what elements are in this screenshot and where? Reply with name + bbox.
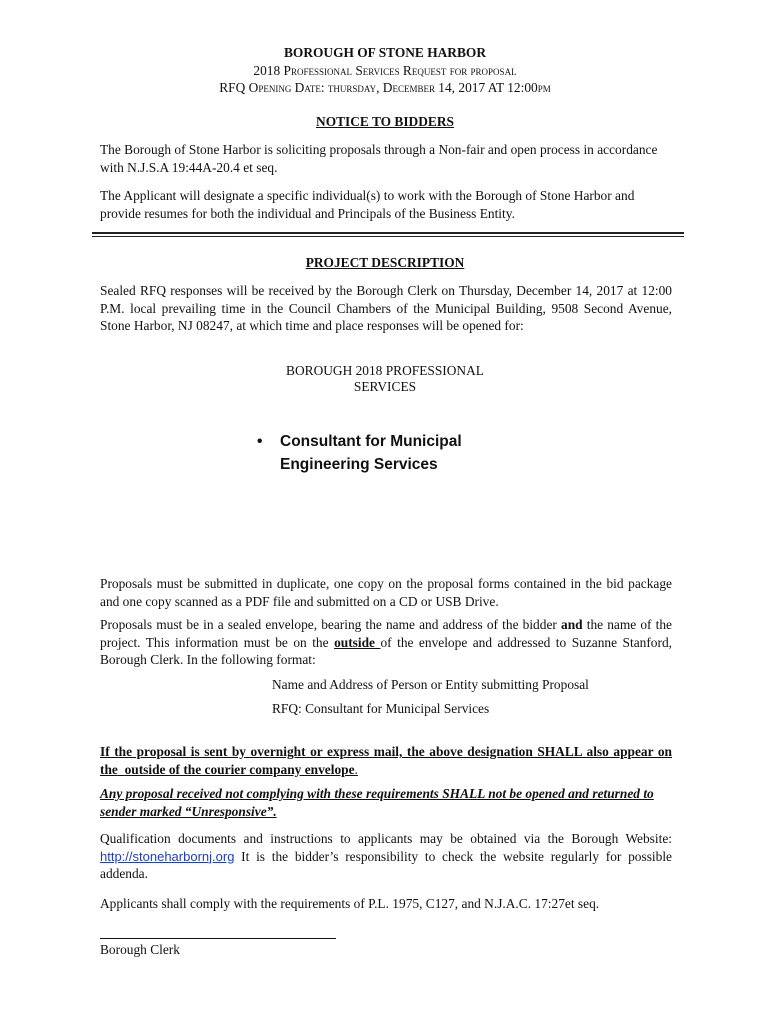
signature-line	[100, 938, 336, 939]
project-paragraph: Sealed RFQ responses will be received by the Borough Clerk on Thursday, December 14, 2017 at 12:00 P.M. local prevailing time in the Council Chambers of the Municipal Building, 9508 Second Avenue, Stone Harbor, NJ 08247, at which time and place responses will be opened for:	[100, 283, 672, 333]
section-divider	[92, 232, 684, 237]
qualification-part-a: Qualification documents and instructions to applicants may be obtained via the Borough Website:	[100, 831, 672, 846]
format-line-1: Name and Address of Person or Entity submitting Proposal	[272, 677, 589, 692]
notice-title: NOTICE TO BIDDERS	[316, 114, 454, 129]
submission-paragraph-2	[100, 616, 672, 669]
submission-p2-part-b: the name of the project. This information must be on the	[100, 617, 672, 650]
submission-p2-and: and	[561, 617, 583, 632]
opening-date: RFQ Opening Date: thursday, December 14, 2017 AT 12:00pm	[219, 80, 551, 95]
document-org-title: BOROUGH OF STONE HARBOR	[283, 45, 486, 60]
submission-paragraph-1: Proposals must be submitted in duplicate, one copy on the proposal forms contained in the bid package and one copy scanned as a PDF file and submitted on a CD or USB Drive.	[100, 576, 672, 609]
submission-p2-outside: outside	[334, 634, 381, 650]
signature-label: Borough Clerk	[100, 942, 180, 957]
overnight-period: .	[354, 761, 358, 777]
qualification-paragraph	[100, 830, 672, 883]
compliance-paragraph: Applicants shall comply with the requirements of P.L. 1975, C127, and N.J.A.C. 17:27et seq.	[100, 896, 600, 911]
services-line-1: BOROUGH 2018 PROFESSIONAL	[286, 363, 484, 378]
notice-paragraph-2: The Applicant will designate a specific individual(s) to work with the Borough of Stone Harbor and provide resumes for both the individual and Principals of the Business Entity.	[100, 188, 635, 221]
submission-p2-part-c: of the envelope and addressed to Suzanne Stanford, Borough Clerk. In the following format:	[100, 634, 672, 667]
overnight-part-b: outside of the courier company envelope	[124, 761, 355, 777]
overnight-part-a: If the proposal is sent by overnight or express mail, the above designation SHALL also appear on the	[100, 744, 672, 777]
bullet-icon: •	[257, 433, 263, 450]
consultant-line-2: Engineering Services	[280, 456, 438, 473]
project-title: PROJECT DESCRIPTION	[305, 255, 465, 270]
overnight-notice	[100, 743, 672, 778]
notice-paragraph-1: The Borough of Stone Harbor is soliciting proposals through a Non-fair and open process in accordance with N.J.S.A 19:44A-20.4 et seq.	[100, 142, 658, 175]
document-subtitle: 2018 Professional Services Request for proposal	[253, 63, 517, 78]
consultant-line-1: Consultant for Municipal	[280, 433, 462, 450]
format-line-2: RFQ: Consultant for Municipal Services	[272, 701, 490, 716]
services-line-2: SERVICES	[353, 379, 417, 394]
submission-p2-part-a: Proposals must be in a sealed envelope, bearing the name and address of the bidder	[100, 617, 561, 632]
borough-website-link[interactable]: http://stoneharbornj.org	[100, 848, 235, 864]
qualification-part-b: It is the bidder’s responsibility to check the website regularly for possible addenda.	[100, 848, 672, 881]
warning-notice: Any proposal received not complying with these requirements SHALL not be opened and returned to sender marked “Unresponsive”.	[100, 786, 654, 819]
